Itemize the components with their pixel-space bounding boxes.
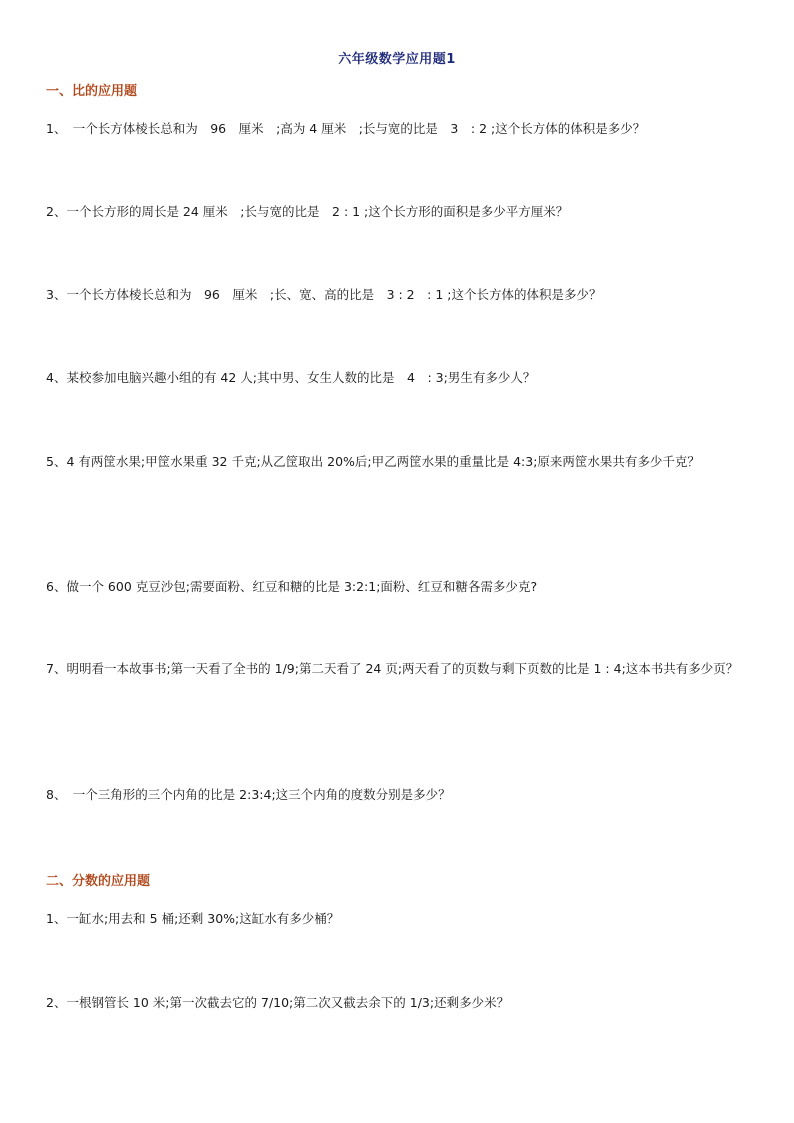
question-fraction-1: 1、一缸水;用去和 5 桶;还剩 30%;这缸水有多少桶？ [46, 911, 340, 926]
section-heading-ratio: 一、比的应用题 [46, 84, 138, 99]
question-ratio-8: 8、 一个三角形的三个内角的比是 2:3:4;这三个内角的度数分别是多少？ [46, 787, 451, 802]
question-ratio-4: 4、某校参加电脑兴趣小组的有 42 人;其中男、女生人数的比是 4 : 3;男生有多少人？ [46, 370, 536, 385]
section-heading-fraction: 二、分数的应用题 [46, 874, 151, 889]
question-ratio-1: 1、 一个长方体棱长总和为 96 厘米 ;高为 4 厘米 ;长与宽的比是 3 : 2 ;这个长方体的体积是多少？ [46, 121, 646, 136]
question-ratio-7: 7、明明看一本故事书;第一天看了全书的 1/9;第二天看了 24 页;两天看了的页数与剩下页数的比是 1 : 4;这本书共有多少页？ [46, 661, 739, 676]
question-ratio-2: 2、一个长方形的周长是 24 厘米 ;长与宽的比是 2 : 1 ;这个长方形的面积是多少平方厘米？ [46, 204, 569, 219]
question-fraction-2: 2、一根钢管长 10 米;第一次截去它的 7/10;第二次又截去余下的 1/3;还剩多少米？ [46, 995, 510, 1010]
question-ratio-6: 6、做一个 600 克豆沙包;需要面粉、红豆和糖的比是 3:2:1;面粉、红豆和糖各需多少克? [46, 579, 538, 594]
question-ratio-5: 5、4 有两筐水果;甲筐水果重 32 千克;从乙筐取出 20%后;甲乙两筐水果的重量比是 4:3;原来两筐水果共有多少千克？ [46, 454, 700, 469]
question-ratio-3: 3、一个长方体棱长总和为 96 厘米 ;长、宽、高的比是 3 : 2 : 1 ;这个长方体的体积是多少？ [46, 287, 602, 302]
document-title: 六年级数学应用题1 [338, 52, 456, 67]
